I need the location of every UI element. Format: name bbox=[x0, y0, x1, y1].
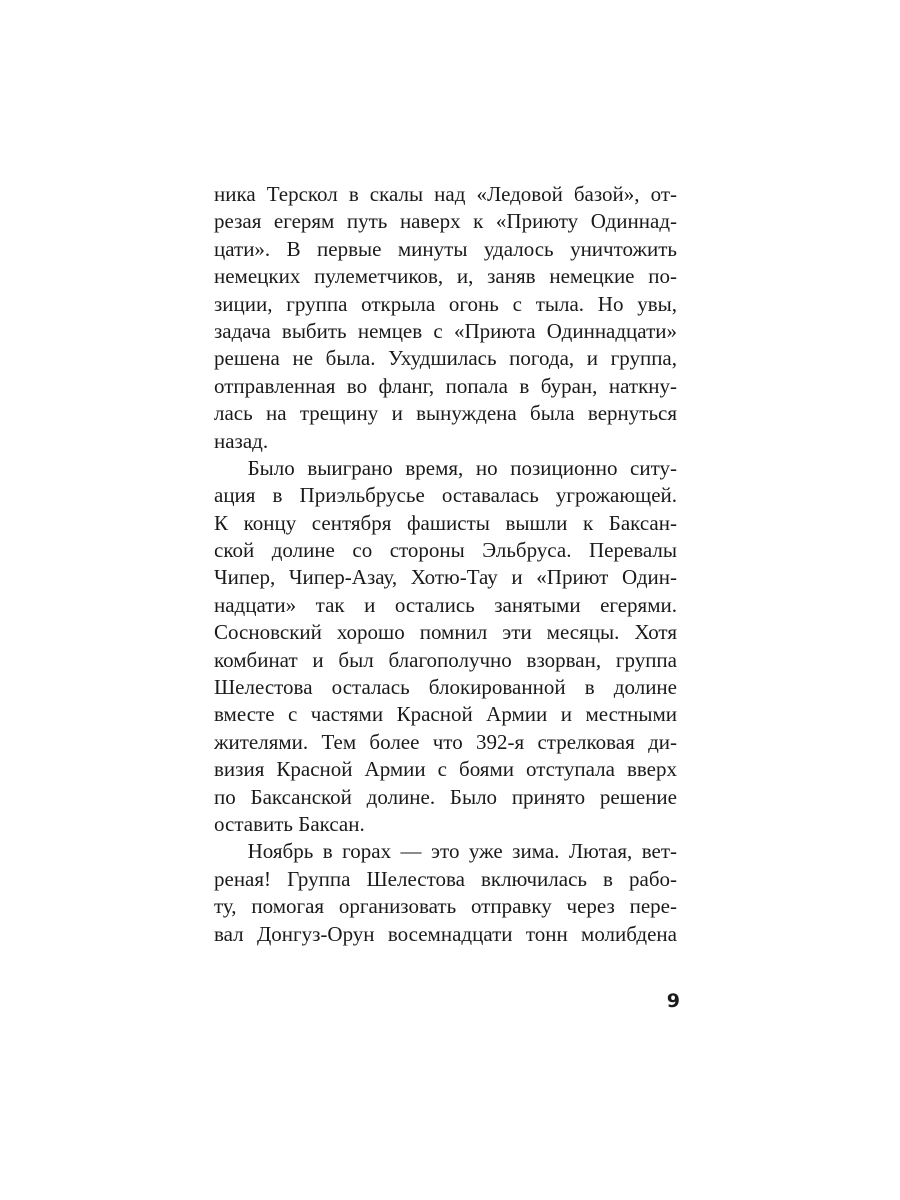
text-line: ника Терскол в скалы над «Ледовой базой», от- bbox=[214, 182, 677, 206]
text-line: Шелестова осталась блокированной в долине bbox=[214, 675, 677, 700]
text-line: вместе с частями Красной Армии и местными bbox=[214, 702, 677, 727]
text-line: жителями. Тем более что 392-я стрелковая ди- bbox=[214, 729, 677, 754]
text-line: отправленная во фланг, попала в буран, наткну- bbox=[214, 373, 677, 398]
page-number: 9 bbox=[666, 990, 680, 1012]
text-line: визия Красной Армии с боями отступала вверх bbox=[214, 757, 677, 782]
text-line: ту, помогая организовать отправку через пере- bbox=[214, 894, 677, 919]
text-line: надцати» так и остались занятыми егерями. bbox=[214, 592, 677, 617]
text-line: вал Донгуз-Орун восемнадцати тонн молибдена bbox=[214, 921, 677, 946]
text-line: Сосновский хорошо помнил эти месяцы. Хотя bbox=[214, 620, 677, 645]
text-line: по Баксанской долине. Было принято решение bbox=[214, 784, 677, 809]
text-line: решена не была. Ухудшилась погода, и группа, bbox=[214, 346, 677, 371]
text-line: лась на трещину и вынуждена была вернуться bbox=[214, 401, 677, 426]
text-line: Ноябрь в горах — это уже зима. Лютая, вет- bbox=[247, 839, 677, 864]
text-line: комбинат и был благополучно взорван, группа bbox=[214, 647, 677, 672]
text-line: ация в Приэльбрусье оставалась угрожающей. bbox=[214, 483, 677, 508]
text-line: зиции, группа открыла огонь с тыла. Но увы, bbox=[214, 291, 677, 316]
text-line: К концу сентября фашисты вышли к Баксан- bbox=[214, 510, 677, 535]
page-body-text bbox=[214, 181, 677, 948]
text-line: ской долине со стороны Эльбруса. Перевалы bbox=[214, 538, 677, 563]
text-line: цати». В первые минуты удалось уничтожить bbox=[214, 236, 677, 261]
text-line: задача выбить немцев с «Приюта Одиннадцати» bbox=[214, 318, 677, 343]
text-line: Было выиграно время, но позиционно ситу- bbox=[247, 455, 677, 480]
text-line: Чипер, Чипер-Азау, Хотю-Тау и «Приют Один- bbox=[214, 565, 677, 590]
text-line: резая егерям путь наверх к «Приюту Одиннад- bbox=[214, 209, 677, 234]
text-line: реная! Группа Шелестова включилась в рабо- bbox=[214, 866, 677, 891]
text-line: назад. bbox=[214, 428, 269, 453]
text-line: немецких пулеметчиков, и, заняв немецкие по- bbox=[214, 264, 677, 289]
text-line: оставить Баксан. bbox=[214, 811, 365, 836]
